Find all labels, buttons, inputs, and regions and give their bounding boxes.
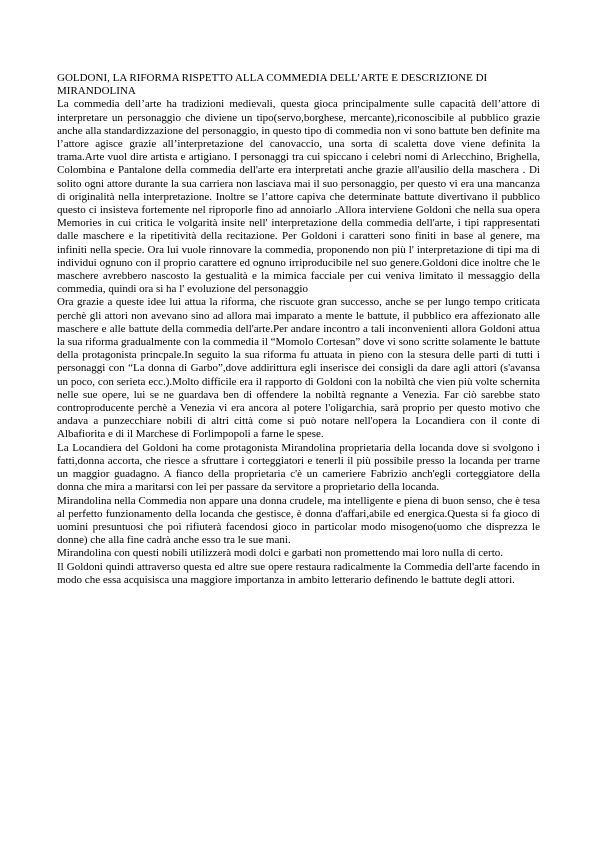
document-title: GOLDONI, LA RIFORMA RISPETTO ALLA COMMEDIA DELL’ARTE E DESCRIZIONE DI MIRANDOLINA bbox=[57, 72, 488, 98]
paragraph-mirandolina: Mirandolina nella Commedia non appare una donna crudele, ma intelligente e piena di buon senso, che è tesa al perfetto funzionamento della locanda che gestisce, è donna d'affari,abile ed energica.Questa si fa gioco di uomini presuntuosi che poi rifiuterà facendosi gioco in particolar modo misogeno(uomo che disprezza le donne) che alla fine cadrà anche esso tra le sue mani. bbox=[57, 494, 540, 547]
paragraph-locandiera: La Locandiera del Goldoni ha come protagonista Mirandolina proprietaria della locanda dove si svolgono i fatti,donna accorta, che riesce a sfruttare i corteggiatori e tenerli il più possibile presso la locanda per trarne un maggior guadagno. A fianco della proprietaria c'è un cameriere Fabrizio anch'egli corteggiatore della donna che mira a maritarsi con lei per passare da servitore a proprietario della locanda. bbox=[57, 441, 540, 494]
paragraph-commedia-arte: La commedia dell’arte ha tradizioni medievali, questa gioca principalmente sulle capacità dell’attore di interpretare un personaggio che diviene un tipo(servo,borghese, mercante),riconoscibile al pubblico grazie anche alla standardizzazione del personaggio, in questo tipo di commedia non vi sono battute ben definite ma l’attore agisce grazie all’interpretazione del canovaccio, una sorta di scaletta dove viene definita la trama.Arte vuol dire artista e artigiano. I personaggi tra cui spiccano i celebri nomi di Arlecchino, Brighella, Colombina e Pantalone della commedia dell'arte era interpretati anche grazie all'ausilio della maschera . Di solito ogni attore durante la sua carriera non lasciava mai il suo personaggio, per questo vi era una mancanza di originalità nella interpretazione. Inoltre se l’attore capiva che determinate battute divertivano il pubblico questo ci insisteva fortemente nel riproporle fino ad annoiarlo .Allora interviene Goldoni che nella sua opera Memories in cui critica le volgarità insite nell' interpretazione della commedia dell'arte, i tipi rappresentati dalle maschere e la ripetitività della recitazione. Per Goldoni i caratteri sono finiti in base al genere, ma infiniti nella specie. Ora lui vuole rinnovare la commedia, proponendo non più l' interpretazione di tipi ma di individui ognuno con il proprio carattere ed ognuno irriproducibile nel suo genere.Goldoni dice inoltre che le maschere avrebbero nascosto la gestualità e la mimica facciale per cui veniva limitato il messaggio della commedia, quindi ora si ha l' evoluzione del personaggio bbox=[57, 98, 540, 296]
paragraph-nobili: Mirandolina con questi nobili utilizzerà modi dolci e garbati non promettendo mai loro nulla di certo. bbox=[57, 547, 503, 560]
paragraph-riforma: Ora grazie a queste idee lui attua la riforma, che riscuote gran successo, anche se per lungo tempo criticata perchè gli attori non avevano sino ad allora mai imparato a mente le battute, il pubblico era affezionato alle maschere e alle battute della commedia dell'arte.Per andare incontro a tali inconvenienti allora Goldoni attua la sua riforma gradualmente con la commedia il “Momolo Cortesan” dove vi sono scritte solamente le battute della protagonista princpale.In seguito la sua riforma fu attuata in pieno con la stesura delle parti di tutti i personaggi con “La donna di Garbo”,dove addirittura egli inserisce dei consigli da dare agli attori (s'avansa un poco, con serieta ecc.).Molto difficile era il rapporto di Goldoni con la nobiltà che vien più volte schernita nelle sue opere, lui se ne guardava ben di offendere la nobiltà regnante a Venezia. Far ciò sarebbe stato controproducente perchè a Venezia vi era ancora al potere l'oligarchia, sarà proprio per questo motivo che andava a punzecchiare nobili di altri città come si può notare nell'opera la Locandiera con il conte di Albafiorita e di il Marchese di Forlimpopoli a farne le spese. bbox=[57, 296, 540, 441]
document-page bbox=[57, 72, 540, 587]
paragraph-conclusione: Il Goldoni quindi attraverso questa ed altre sue opere restaura radicalmente la Commedia dell'arte facendo in modo che essa acquisisca una maggiore importanza in ambito letterario definendo le battute degli attori. bbox=[57, 560, 540, 586]
